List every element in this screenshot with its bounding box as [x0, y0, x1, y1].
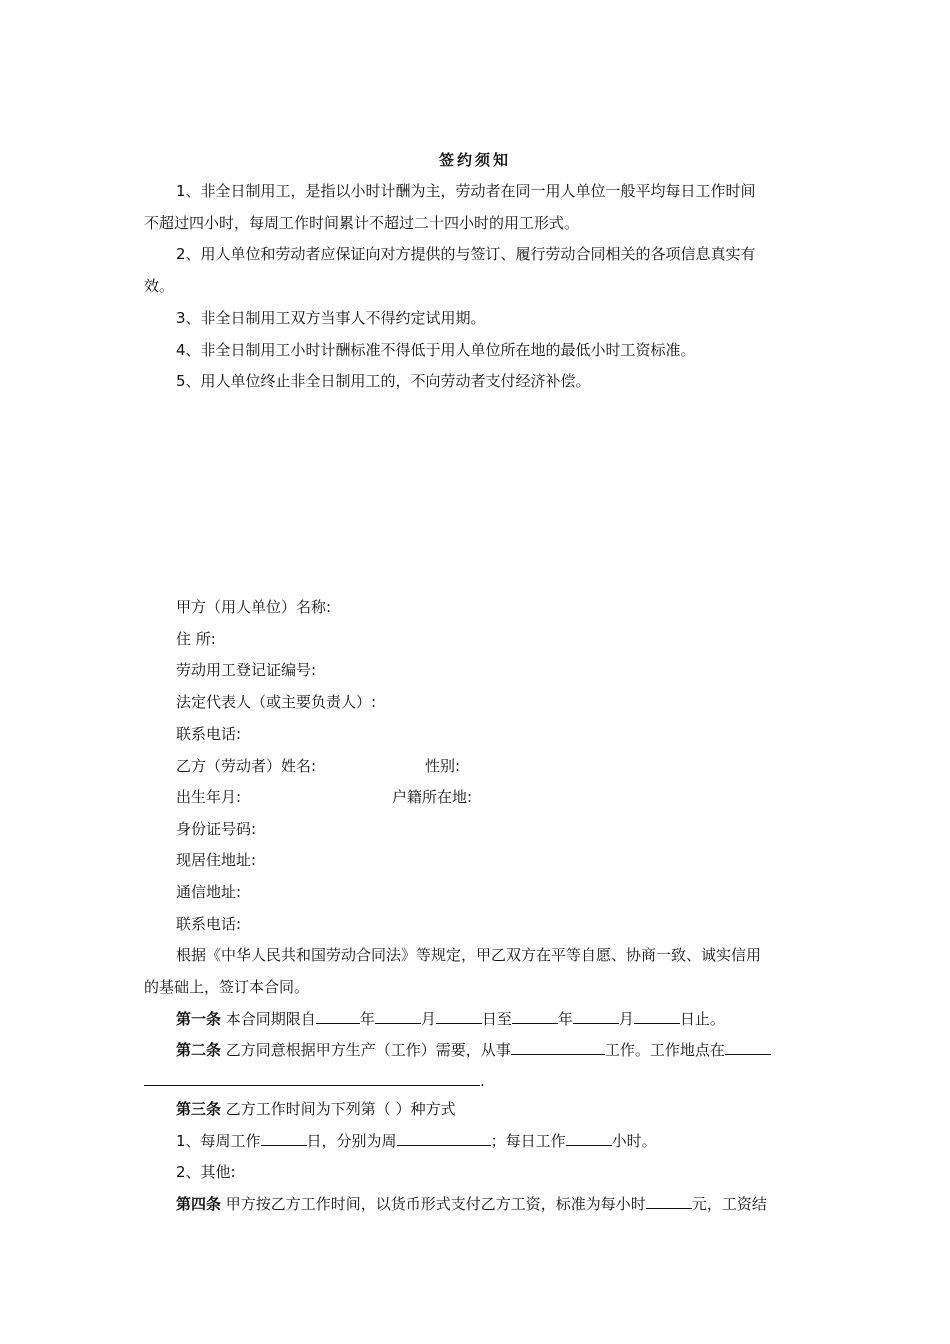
- article-2: [176, 1040, 771, 1060]
- article-1-text: 本合同期限自: [225, 1010, 316, 1028]
- article-3-option-2: 2、其他:: [176, 1163, 236, 1181]
- hourly-wage-blank[interactable]: [646, 1194, 692, 1209]
- article-2-label: 第二条: [176, 1041, 222, 1059]
- month-unit-2: 月: [618, 1010, 634, 1028]
- current-address-label: 现居住地址:: [176, 851, 257, 869]
- article-1: [176, 1009, 725, 1029]
- day-to-text: 日至: [481, 1010, 512, 1028]
- household-label: 户籍所在地:: [392, 788, 473, 806]
- article-3-text: 乙方工作时间为下列第（ ）种方式: [225, 1100, 456, 1118]
- notice-title: 签约须知: [438, 151, 511, 169]
- end-month-blank[interactable]: [573, 1009, 619, 1024]
- party-a-phone-label: 联系电话:: [176, 725, 242, 743]
- option-1-c: ；每日工作: [490, 1132, 566, 1150]
- notice-item-1-cont: 不超过四小时，每周工作时间累计不超过二十四小时的用工形式。: [144, 214, 580, 232]
- workplace-blank-2[interactable]: [144, 1071, 480, 1086]
- article-4: [176, 1194, 767, 1214]
- article-3-label: 第三条: [176, 1100, 222, 1118]
- registration-no-label: 劳动用工登记证编号:: [176, 661, 317, 679]
- option-1-d: 小时。: [611, 1132, 657, 1150]
- notice-item-5: 5、用人单位终止非全日制用工的，不向劳动者支付经济补偿。: [176, 372, 591, 390]
- intro-line-2: 的基础上，签订本合同。: [144, 978, 310, 996]
- address-label: 住 所:: [176, 630, 216, 648]
- intro-line-1: 根据《中华人民共和国劳动合同法》等规定，甲乙双方在平等自愿、协商一致、诚实信用: [176, 946, 762, 964]
- days-per-week-blank[interactable]: [261, 1131, 307, 1146]
- weekdays-blank[interactable]: [397, 1131, 491, 1146]
- start-day-blank[interactable]: [436, 1009, 482, 1024]
- party-a-name-label: 甲方（用人单位）名称:: [176, 598, 332, 616]
- year-unit-2: 年: [557, 1010, 573, 1028]
- party-b-phone-label: 联系电话:: [176, 915, 242, 933]
- start-year-blank[interactable]: [316, 1009, 360, 1024]
- notice-item-2-cont: 效。: [144, 277, 175, 295]
- start-month-blank[interactable]: [375, 1009, 421, 1024]
- id-no-label: 身份证号码:: [176, 820, 257, 838]
- article-2-cont: [144, 1071, 485, 1091]
- option-1-b: 日，分别为周: [306, 1132, 397, 1150]
- article-1-label: 第一条: [176, 1010, 222, 1028]
- year-unit: 年: [359, 1010, 375, 1028]
- notice-item-3: 3、非全日制用工双方当事人不得约定试用期。: [176, 309, 486, 327]
- mail-address-label: 通信地址:: [176, 883, 242, 901]
- gender-label: 性别:: [425, 757, 461, 775]
- notice-item-2: 2、用人单位和劳动者应保证向对方提供的与签订、履行劳动合同相关的各项信息真实有: [176, 245, 756, 263]
- hours-per-day-blank[interactable]: [566, 1131, 612, 1146]
- article-2-end: .: [480, 1072, 485, 1090]
- month-unit: 月: [420, 1010, 436, 1028]
- article-4-end: 元，工资结: [691, 1195, 767, 1213]
- article-2-work: 工作。工作地点在: [604, 1041, 725, 1059]
- end-day-blank[interactable]: [634, 1009, 680, 1024]
- party-b-name-label: 乙方（劳动者）姓名:: [176, 757, 317, 775]
- article-4-label: 第四条: [176, 1195, 222, 1213]
- workplace-blank-1[interactable]: [725, 1040, 771, 1055]
- end-year-blank[interactable]: [512, 1009, 558, 1024]
- birth-label: 出生年月:: [176, 788, 242, 806]
- day-end-text: 日止。: [679, 1010, 725, 1028]
- job-blank[interactable]: [511, 1040, 605, 1055]
- notice-item-1: 1、非全日制用工，是指以小时计酬为主，劳动者在同一用人单位一般平均每日工作时间: [176, 182, 756, 200]
- article-3-option-1: [176, 1131, 657, 1151]
- notice-item-4: 4、非全日制用工小时计酬标准不得低于用人单位所在地的最低小时工资标准。: [176, 341, 696, 359]
- article-2-text: 乙方同意根据甲方生产（工作）需要，从事: [225, 1041, 511, 1059]
- option-1-a: 1、每周工作: [176, 1132, 261, 1150]
- legal-rep-label: 法定代表人（或主要负责人）:: [176, 693, 377, 711]
- article-4-text: 甲方按乙方工作时间，以货币形式支付乙方工资，标准为每小时: [225, 1195, 646, 1213]
- article-3: [176, 1099, 456, 1119]
